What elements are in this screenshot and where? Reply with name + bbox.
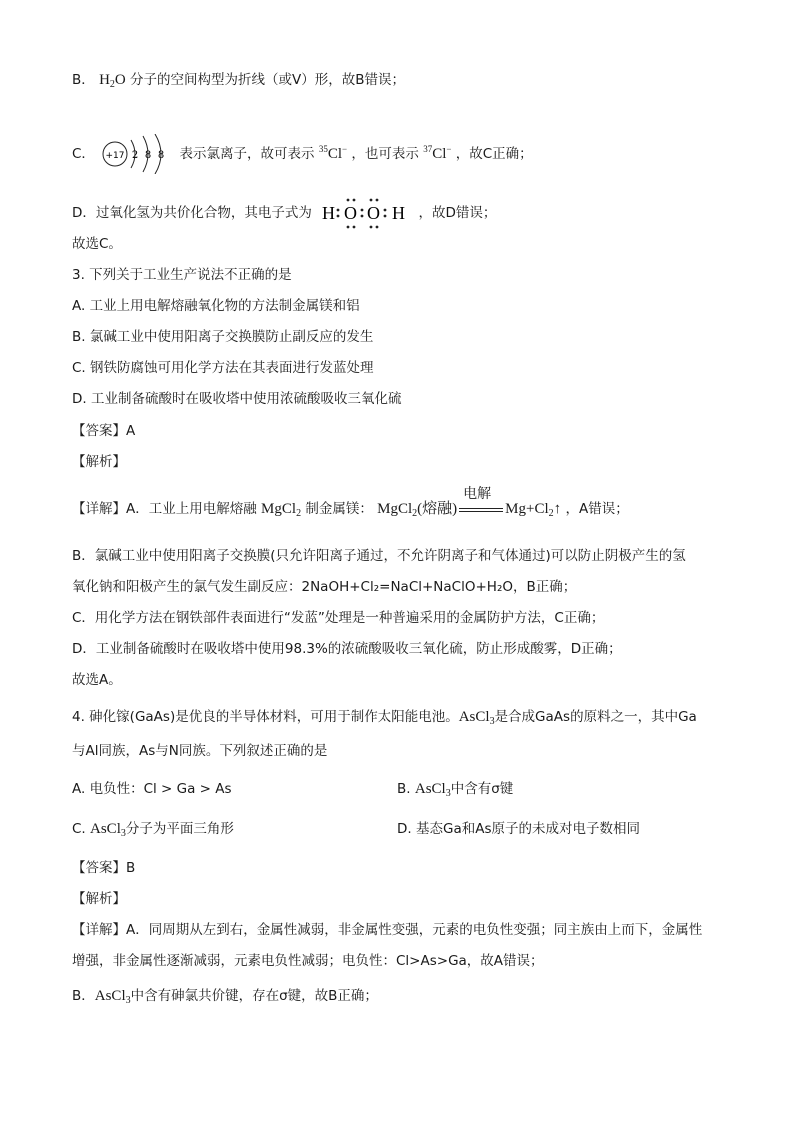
question-3-detail-a: 【详解】A．工业上用电解熔融 MgCl$_2$ 制金属镁： MgCl$_2$(熔融) 电解 $Mg+Cl_2↑$ ，A错误； — [72, 486, 629, 519]
question-4-stem-line2: 与Al同族，As与N同族。下列叙述正确的是 — [72, 743, 328, 759]
chloride-ion-structure-diagram — [101, 134, 173, 174]
question-4-stem-line1: 4. 砷化镓(GaAs)是优良的半导体材料，可用于制作太阳能电池。AsCl$_3$是合成GaAs的原料之一，其中Ga — [72, 709, 697, 727]
shell-2-count: 8 — [145, 150, 152, 161]
question-4-option-d: D. 基态Ga和As原子的未成对电子数相同 — [397, 821, 640, 837]
question-3-analysis-heading: 【解析】 — [72, 454, 126, 470]
question-3-option-b: B. 氯碱工业中使用阳离子交换膜防止副反应的发生 — [72, 329, 374, 345]
mgcl2-formula: MgCl$_2$ — [261, 501, 302, 519]
question-3-option-c: C. 钢铁防腐蚀可用化学方法在其表面进行发蓝处理 — [72, 360, 374, 376]
question-3-option-d: D. 工业制备硫酸时在吸收塔中使用浓硫酸吸收三氧化硫 — [72, 391, 402, 407]
question-4-detail-b: B．AsCl$_3$中含有砷氯共价键，存在σ键，故B正确； — [72, 988, 378, 1006]
electrolysis-equation: MgCl$_2$(熔融) — [377, 501, 458, 519]
question-4-detail-a-line2: 增强，非金属性逐渐减弱，元素电负性减弱；电负性：Cl>As>Ga，故A错误； — [72, 953, 544, 969]
question-4-option-a: A. 电负性：Cl > Ga > As — [72, 781, 232, 797]
option-c-chloride-line: C． +17 2 8 8 表示氯离子，故可表示 $^{35}$Cl− ，也可表示 $^{37}$Cl− ，故C正确； — [72, 134, 533, 174]
question-3-answer: 【答案】A — [72, 423, 136, 439]
question-3-stem: 3. 下列关于工业生产说法不正确的是 — [72, 267, 292, 283]
option-b-h2o-line: B． $H_2O$ 分子的空间构型为折线（或V）形，故B错误； — [72, 72, 406, 90]
question-3-option-a: A. 工业上用电解熔融氧化物的方法制金属镁和铝 — [72, 298, 360, 314]
electrolysis-condition-sign: 电解 — [459, 498, 503, 520]
nucleus-charge: +17 — [105, 151, 125, 161]
svg-text:O: O — [344, 203, 358, 223]
question-4-detail-a-line1: 【详解】A．同周期从左到右，金属性减弱，非金属性变强，元素的电负性变强；同主族由上而下，金属性 — [72, 922, 703, 938]
cl37-ion: $^{37}$Cl− — [423, 144, 452, 162]
option-d-h2o2-line: D．过氧化氢为共价化合物，其电子式为 H O O H ，故D错误； — [72, 196, 496, 230]
conclusion-select-c: 故选C。 — [72, 236, 122, 252]
ascl3-formula: AsCl$_3$ — [458, 709, 495, 727]
svg-text:H: H — [322, 203, 336, 223]
cl35-ion: $^{35}$Cl− — [318, 144, 348, 162]
question-4-option-b: B. AsCl$_3$中含有σ键 — [397, 781, 514, 799]
question-3-detail-b-line2: 氧化钠和阳极产生的氯气发生副反应：2NaOH+Cl₂=NaCl+NaClO+H₂O，B正确； — [72, 579, 577, 595]
conclusion-select-a: 故选A。 — [72, 672, 122, 688]
question-3-detail-c: C．用化学方法在钢铁部件表面进行“发蓝”处理是一种普遍采用的金属防护方法，C正确； — [72, 610, 605, 626]
shell-1-count: 2 — [132, 150, 139, 161]
svg-text:H: H — [392, 203, 406, 223]
h2o-formula: $H_2O$ — [99, 72, 126, 90]
question-4-option-c: C. AsCl$_3$分子为平面三角形 — [72, 821, 234, 839]
shell-3-count: 8 — [158, 150, 165, 161]
question-4-analysis-heading: 【解析】 — [72, 891, 126, 907]
question-3-detail-d: D．工业制备硫酸时在吸收塔中使用98.3%的浓硫酸吸收三氧化硫，防止形成酸雾，D正确； — [72, 641, 622, 657]
question-3-detail-b-line1: B．氯碱工业中使用阳离子交换膜(只允许阳离子通过，不允许阴离子和气体通过)可以防止阴极产生的氢 — [72, 548, 686, 564]
question-4-answer: 【答案】B — [72, 860, 136, 876]
h2o2-electron-formula — [316, 196, 414, 230]
svg-text:O: O — [367, 203, 381, 223]
